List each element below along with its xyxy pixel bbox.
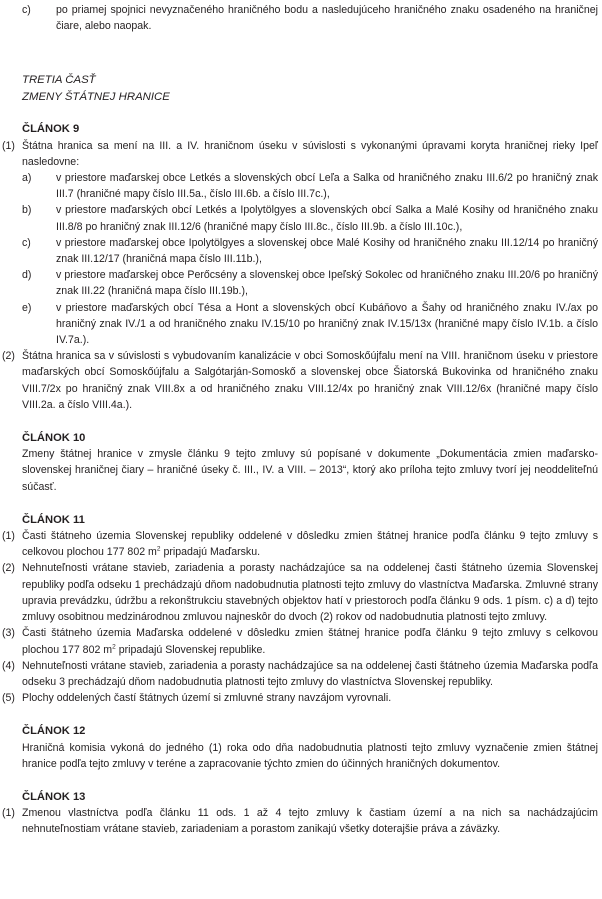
list-item [0,202,602,234]
paragraph-text-part: Časti štátneho územia Slovenskej republiky oddelené v dôsledku zmien štátnej hranice podľa článku 9 tejto zmluvy s celkovou plochou 177 802 m [22,530,598,559]
paragraph-marker: (2) [2,350,15,363]
list-marker: e) [22,301,32,314]
paragraph-marker: (3) [2,627,15,640]
article-11-paragraph-4 [0,658,602,690]
paragraph-marker: (1) [2,530,15,543]
list-item-text: v priestore maďarskej obce Perőcsény a slovenskej obce Ipeľský Sokolec od hraničného znaku III.20/6 po hraničný znak III.22 (hraničná mapa číslo III.19b.), [56,269,598,298]
list-item [0,235,602,267]
article-11-paragraph-2 [0,560,602,625]
article-11-paragraph-1 [0,528,602,560]
part-title: TRETIA ČASŤ [22,74,96,87]
article-11-heading: ČLÁNOK 11 [22,513,85,526]
article-9-heading: ČLÁNOK 9 [22,123,80,136]
list-marker: d) [22,269,32,282]
paragraph-text: Plochy oddelených častí štátnych území si zmluvné strany navzájom vyrovnali. [22,692,392,705]
paragraph-text-part: pripadajú Slovenskej republike. [115,643,266,656]
list-item [0,170,602,202]
paragraph-marker: (1) [2,139,15,152]
list-item-text: po priamej spojnici nevyznačeného hraničného bodu a nasledujúceho hraničného znaku osadeného na hraničnej čiare, alebo naopak. [56,4,598,33]
paragraph-text: Nehnuteľnosti vrátane stavieb, zariadenia a porasty nachádzajúce sa na oddelenej časti štátneho územia Maďarska podľa odseku 3 prechádzajú dňom nadobudnutia platnosti tejto zmluvy do vlastníctva Slovenskej republiky. [22,659,598,688]
part-subtitle: ZMENY ŠTÁTNEJ HRANICE [22,91,170,104]
list-item-text: v priestore maďarských obcí Tésa a Hont a slovenských obcí Kubáňovo a Šahy od hraničného znaku IV./ax po hraničný znak IV./1 a od hraničného znaku IV.15/10 po hraničný znak IV.15/13x (hraničné mapy číslo IV.1b. a číslo IV.7a.). [56,301,598,347]
paragraph-marker: (5) [2,692,15,705]
paragraph-marker: (1) [2,807,15,820]
article-11-paragraph-5 [0,690,602,706]
superscript: 2 [112,642,116,650]
paragraph-text [22,625,598,657]
article-11-paragraph-3 [0,625,602,657]
paragraph-text: Štátna hranica sa v súvislosti s vybudovaním kanalizácie v obci Somoskőújfalu mení na VIII. hraničnom úseku v priestore maďarských obcí Somoskőújfalu a Salgótarján-Somoskő a slovenskej obce Šiatorská Bukovinka od hraničného znaku VIII.7/2x po hraničný znak VIII.8x a od hraničného znaku VIII.12/4x po hraničný znak VIII.12/6x (hraničné mapy číslo VIII.2a. a číslo VIII.4a.). [22,350,598,411]
article-10-text: Zmeny štátnej hranice v zmysle článku 9 tejto zmluvy sú popísané v dokumente „Dokumentácia zmien maďarsko-slovenskej hraničnej čiary – hraničné úseky č. III., IV. a VIII. – 2013“, ktorý ako príloha tejto zmluvy tvorí jej neoddeliteľnú súčasť. [22,448,598,493]
article-9-paragraph-1 [0,138,602,170]
paragraph-text-part: Časti štátneho územia Maďarska oddelené v dôsledku zmien štátnej hranice podľa článku 9 tejto zmluvy s celkovou plochou 177 802 m [22,627,598,656]
list-marker: b) [22,204,32,217]
list-item [0,300,602,349]
article-12-text: Hraničná komisia vykoná do jedného (1) roka odo dňa nadobudnutia platnosti tejto zmluvy vyznačenie zmien štátnej hranice podľa tejto zmluvy v teréne a zapracovanie týchto zmien do účinných hraničných dokumentov. [22,741,598,770]
list-marker: c) [22,236,31,249]
article-12-heading: ČLÁNOK 12 [22,725,86,738]
intro-list-item [0,2,602,34]
list-item [0,267,602,299]
list-marker: c) [22,4,31,16]
paragraph-text: Štátna hranica sa mení na III. a IV. hraničnom úseku v súvislosti s vykonanými úpravami koryta hraničnej rieky Ipeľ nasledovne: [22,139,598,168]
paragraph-marker: (2) [2,562,15,575]
paragraph-text: Zmenou vlastníctva podľa článku 11 ods. 1 až 4 tejto zmluvy k častiam území a na nich sa nachádzajúcim nehnuteľnostiam vrátane stavieb, zariadeniam a porastom zanikajú všetky doterajšie práva a záväzky. [22,807,598,836]
paragraph-marker: (4) [2,659,15,672]
article-13-heading: ČLÁNOK 13 [22,790,86,803]
superscript: 2 [156,545,161,553]
paragraph-text: Nehnuteľnosti vrátane stavieb, zariadenia a porasty nachádzajúce sa na oddelenej časti štátneho územia Slovenskej republiky podľa odseku 1 prechádzajú dňom nadobudnutia platnosti tejto zmluvy do vlastníctva Maďarska. Zmluvné strany upravia prevádzku, údržbu a rekonštrukciu stavebných objektov hatí v priestoroch podľa článku 9 ods. 1 písm. c) a d) tejto zmluvy osobitnou medzinárodnou zmluvou najneskôr do dvoch (2) rokov od nadobudnutia platnosti tejto zmluvy. [22,562,598,624]
paragraph-text [22,528,598,560]
list-marker: a) [22,172,32,185]
article-10-heading: ČLÁNOK 10 [22,432,86,445]
list-item-text: v priestore maďarských obcí Letkés a Ipolytölgyes a slovenských obcí Salka a Malé Kosihy od hraničného znaku III.8/8 po hraničný znak III.12/6 (hraničné mapy číslo III.8c., číslo III.9b. a číslo III.10c.), [56,204,598,233]
list-item-text: v priestore maďarskej obce Letkés a slovenských obcí Leľa a Salka od hraničného znaku III.6/2 po hraničný znak III.7 (hraničné mapy číslo III.5a., číslo III.6b. a číslo III.7c.), [56,172,598,201]
list-item-text: v priestore maďarskej obce Ipolytölgyes a slovenskej obce Malé Kosihy od hraničného znaku III.12/14 po hraničný znak III.12/17 (hraničná mapa číslo III.11b.), [56,236,598,266]
paragraph-text-part: pripadajú Maďarsku. [160,546,261,559]
article-9-paragraph-2 [0,348,602,413]
article-13-paragraph-1 [0,805,602,837]
